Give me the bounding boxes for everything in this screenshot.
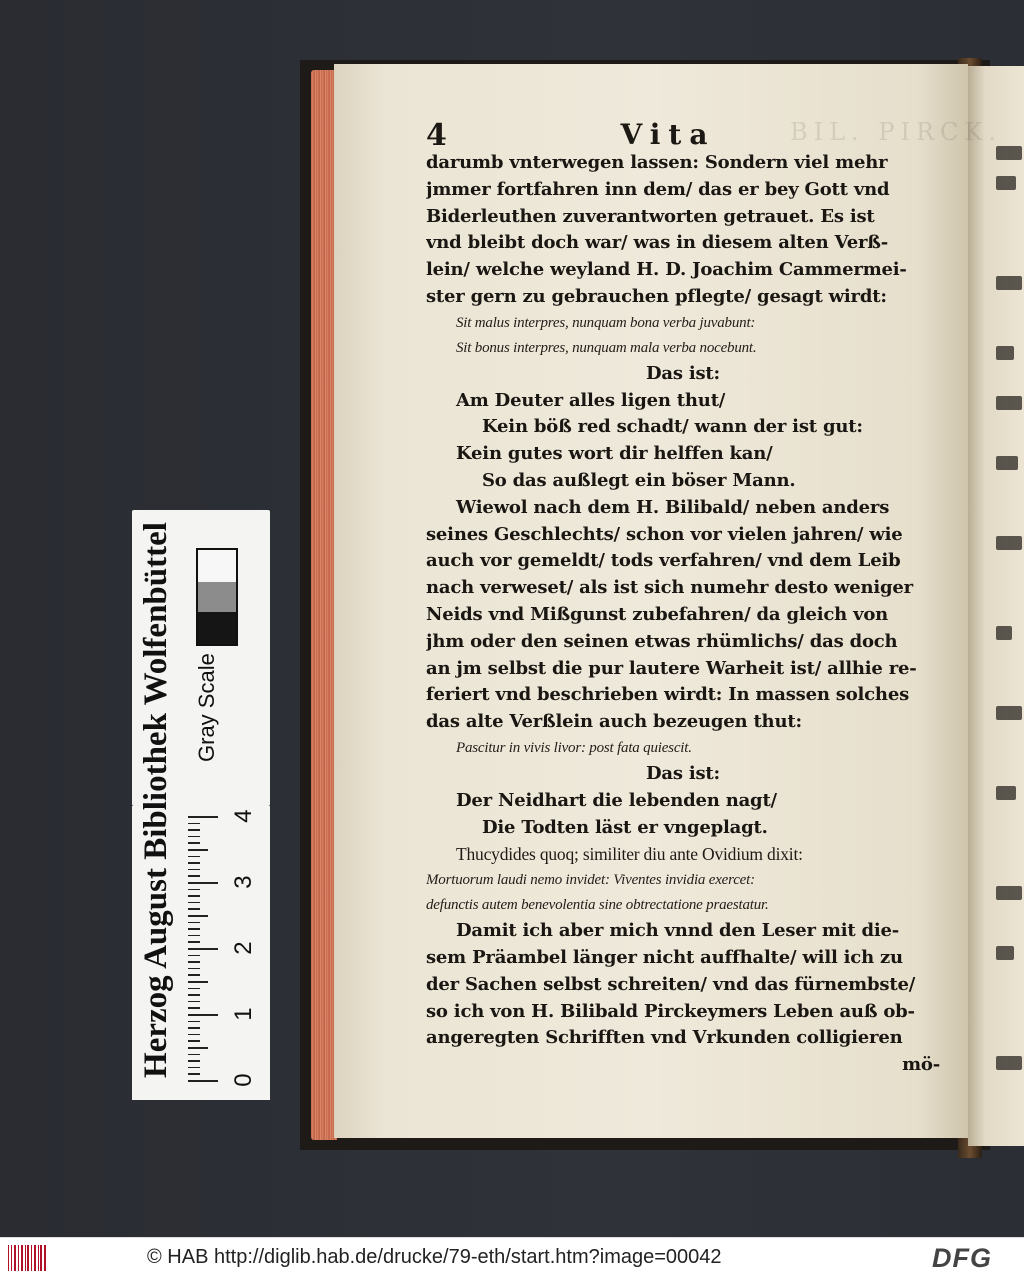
- ruler-tick: [188, 856, 200, 858]
- ruler-tick: [188, 1060, 200, 1062]
- ruler-tick: [188, 1021, 200, 1023]
- text-line: defunctis autem benevolentia sine obtrectatione praestatur.: [426, 897, 769, 914]
- ruler-tick: [188, 1067, 200, 1069]
- ruler-tick: [188, 1080, 218, 1082]
- ruler-tick: [188, 875, 200, 877]
- text-line: Damit ich aber mich vnnd den Leser mit die-: [456, 920, 900, 942]
- text-line: mö-: [902, 1054, 940, 1076]
- ruler-number: 0: [230, 1073, 257, 1087]
- white-swatch: [198, 550, 236, 582]
- black-swatch: [198, 612, 236, 644]
- ruler-tick: [188, 994, 200, 996]
- text-line: Mortuorum laudi nemo invidet: Viventes invidia exercet:: [426, 872, 755, 889]
- ruler-tick: [188, 862, 200, 864]
- text-line: nach verweset/ als ist sich numehr desto weniger: [426, 577, 913, 599]
- ruler-tick: [188, 974, 200, 976]
- ruler-tick: [188, 948, 218, 950]
- text-line: Sit malus interpres, nunquam bona verba juvabunt:: [456, 314, 756, 331]
- text-line: sem Präambel länger nicht auffhalte/ will ich zu: [426, 946, 903, 968]
- text-line: lein/ welche weyland H. D. Joachim Cammermei-: [426, 259, 907, 281]
- dfg-logo: DFG: [932, 1243, 992, 1273]
- ruler-number: 4: [230, 809, 257, 823]
- text-line: seines Geschlechts/ schon vor vielen jahren/ wie: [426, 523, 903, 545]
- text-line: auch vor gemeldt/ tods verfahren/ vnd dem Leib: [426, 550, 901, 572]
- text-line: Pascitur in vivis livor: post fata quiescit.: [456, 739, 692, 756]
- ruler-tick: [188, 941, 200, 943]
- ruler-tick: [188, 823, 200, 825]
- ruler-tick: [188, 869, 200, 871]
- ruler-ticks: [188, 770, 264, 1090]
- ruler-tick: [188, 908, 200, 910]
- text-line: Das ist:: [645, 362, 720, 384]
- institution-name: Herzog August Bibliothek Wolfenbüttel: [138, 522, 174, 1078]
- ruler-tick: [188, 935, 200, 937]
- text-line: So das außlegt ein böser Mann.: [482, 469, 796, 491]
- text-line: Wiewol nach dem H. Bilibald/ neben anders: [456, 496, 890, 518]
- ruler-tick: [188, 922, 200, 924]
- ruler-tick: [188, 1047, 208, 1049]
- text-line: Die Todten läst er vngeplagt.: [482, 816, 768, 838]
- ruler-tick: [188, 981, 208, 983]
- ruler-tick: [188, 889, 200, 891]
- copyright-url[interactable]: © HAB http://diglib.hab.de/drucke/79-eth/start.htm?image=00042: [147, 1246, 722, 1268]
- ruler-tick: [188, 1014, 218, 1016]
- text-line: ster gern zu gebrauchen pflegte/ gesagt wirdt:: [426, 285, 887, 307]
- ruler-tick: [188, 882, 218, 884]
- page-number: 4: [426, 118, 447, 153]
- ruler-tick: [188, 1040, 200, 1042]
- text-line: jhm oder den seinen etwas rhümlichs/ das doch: [426, 630, 898, 652]
- ruler-tick: [188, 849, 208, 851]
- ruler-tick: [188, 1007, 200, 1009]
- text-line: das alte Verßlein auch bezeugen thut:: [426, 711, 802, 733]
- text-line: Neids vnd Mißgunst zubefahren/ da gleich von: [426, 603, 889, 625]
- text-line: Am Deuter alles ligen thut/: [456, 389, 726, 411]
- text-line: vnd bleibt doch war/ was in diesem alten Verß-: [426, 232, 889, 254]
- text-line: darumb vnterwegen lassen: Sondern viel mehr: [426, 152, 888, 173]
- ruler-tick: [188, 836, 200, 838]
- text-line: Das ist:: [645, 762, 720, 784]
- ruler-tick: [188, 1073, 200, 1075]
- ruler-tick: [188, 1054, 200, 1056]
- ruler-tick: [188, 816, 218, 818]
- ruler-tick: [188, 961, 200, 963]
- text-line: der Sachen selbst schreiten/ vnd das fürnembste/: [426, 973, 916, 995]
- gray-swatches: [196, 548, 238, 646]
- text-line: Kein böß red schadt/ wann der ist gut:: [482, 416, 863, 438]
- ruler-tick: [188, 842, 200, 844]
- text-line: Sit bonus interpres, nunquam mala verba nocebunt.: [456, 339, 757, 356]
- bleed-through-text: BIL. PIRCK.: [790, 118, 1002, 146]
- ruler-tick: [188, 968, 200, 970]
- ruler-tick: [188, 895, 200, 897]
- barcode-icon: [8, 1245, 46, 1271]
- ruler-number: 2: [230, 941, 257, 955]
- ruler-tick: [188, 928, 200, 930]
- page-text: [426, 150, 940, 1079]
- text-line: feriert vnd beschrieben wirdt: In massen solches: [426, 684, 910, 706]
- text-line: an jm selbst die pur lautere Warheit ist/ allhie re-: [426, 657, 917, 679]
- ruler-number: 1: [230, 1007, 257, 1021]
- ruler-tick: [188, 988, 200, 990]
- text-line: Thucydides quoq; similiter diu ante Ovidium dixit:: [456, 844, 803, 865]
- facing-page: [968, 66, 1024, 1146]
- text-line: angeregten Schrifften vnd Vrkunden colligieren: [426, 1027, 903, 1049]
- ruler-tick: [188, 915, 208, 917]
- text-line: Kein gutes wort dir helffen kan/: [456, 443, 773, 465]
- ruler-tick: [188, 1034, 200, 1036]
- footer-bar: [0, 1237, 1024, 1278]
- ruler-tick: [188, 1027, 200, 1029]
- text-line: Der Neidhart die lebenden nagt/: [456, 789, 777, 811]
- ruler-tick: [188, 902, 200, 904]
- gray-swatch: [198, 582, 236, 612]
- ruler-tick: [188, 829, 200, 831]
- gray-scale-label: Gray Scale: [194, 653, 219, 762]
- text-line: so ich von H. Bilibald Pirckeymers Leben auß ob-: [426, 1000, 915, 1022]
- ruler-tick: [188, 955, 200, 957]
- running-head: Vita: [620, 118, 716, 151]
- text-line: jmmer fortfahren inn dem/ das er bey Gott vnd: [426, 178, 890, 200]
- ruler-tick: [188, 1001, 200, 1003]
- text-line: Biderleuthen zuverantworten getrauet. Es ist: [426, 205, 875, 227]
- ruler-number: 3: [230, 875, 257, 889]
